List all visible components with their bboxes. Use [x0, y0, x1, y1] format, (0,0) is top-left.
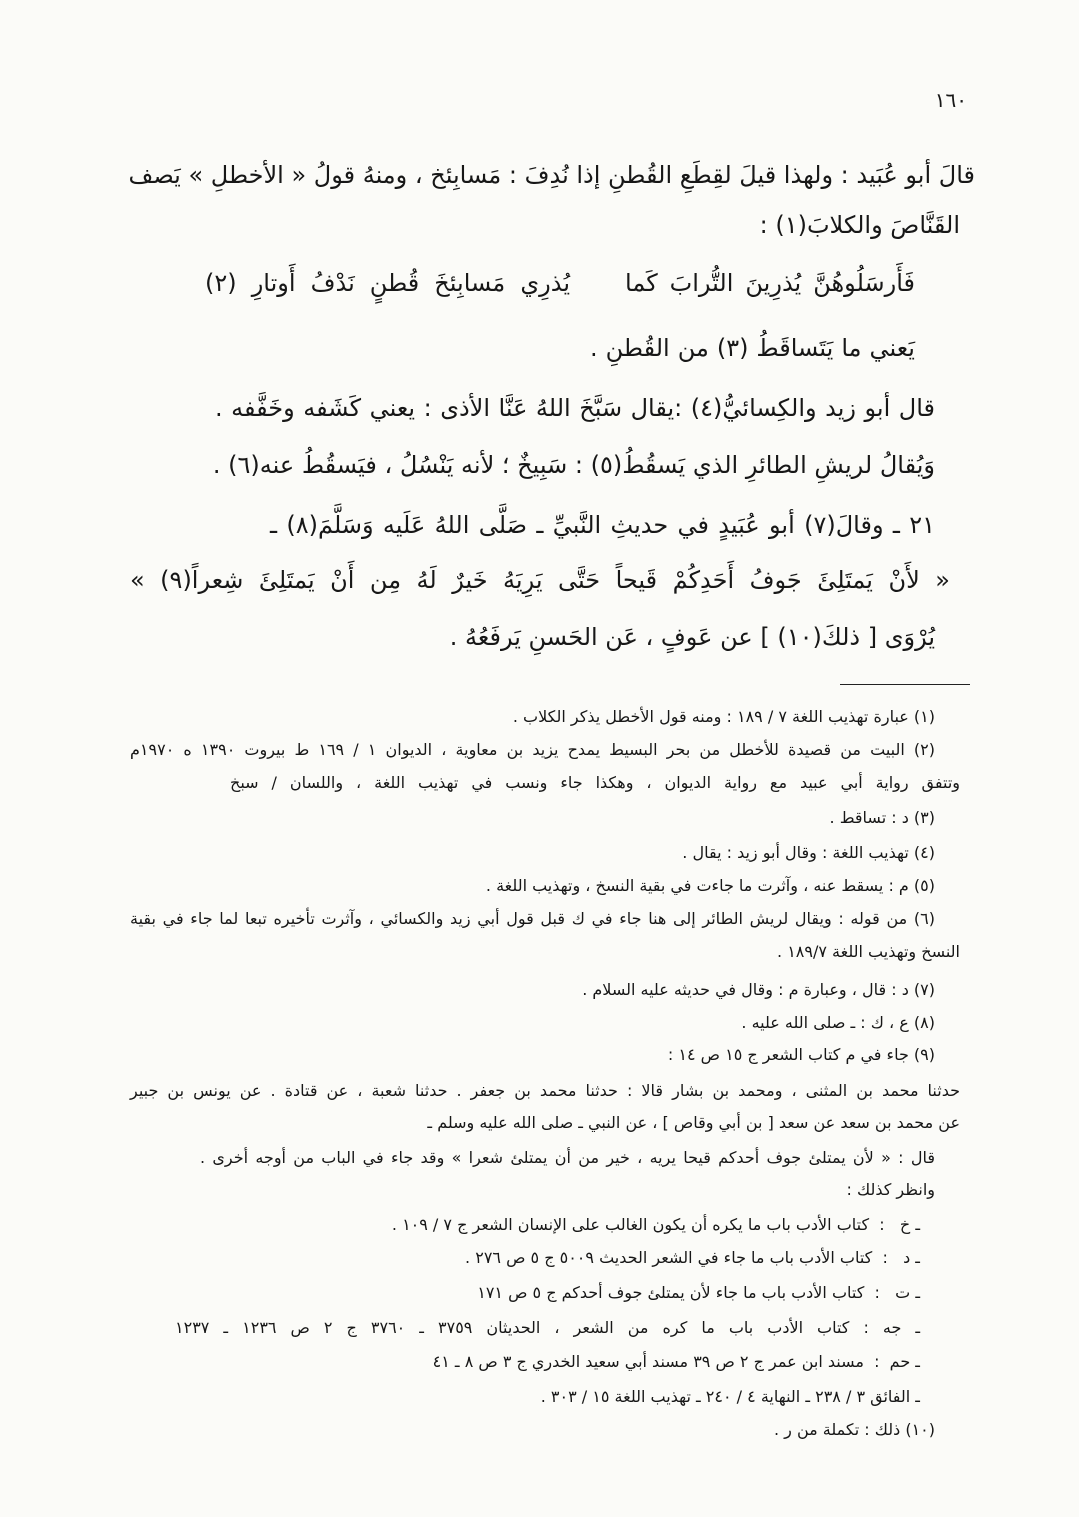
footnote-line: (٥) م : يسقط عنه ، وآثرت ما جاءت في بقية النسخ ، وتهذيب اللغة .: [485, 876, 935, 895]
footnote-line: حدثنا محمد بن المثنى ، ومحمد بن بشار قالا : حدثنا محمد بن جعفر . حدثنا شعبة ، عن قتادة . عن يونس بن جبير: [130, 1081, 960, 1100]
footnote-line: (١٠) ذلك : تكملة من ر .: [773, 1420, 935, 1439]
reference-line: ـ د : كتاب الأدب باب ما جاء في الشعر الحديث ٥٠٠٩ ج ٥ ص ٢٧٦ .: [465, 1248, 920, 1267]
main-text-line: يَعني ما يَتَساقَطُ (٣) من القُطنِ .: [590, 334, 915, 362]
reference-line: ـ الفائق ٣ / ٢٣٨ ـ النهاية ٤ / ٢٤٠ ـ تهذيب اللغة ١٥ / ٣٠٣ .: [540, 1387, 920, 1406]
footnote-separator: [840, 684, 970, 685]
page-number: ١٦٠: [934, 88, 967, 112]
verse-second-hemistich: يُذرِي مَسابِئخَ قُطنٍ نَدْفُ أَوتارِ (٢): [205, 269, 570, 297]
footnote-line: (٨) ع ، ك : ـ صلى الله عليه .: [741, 1013, 935, 1032]
reference-line: ـ خ : كتاب الأدب باب ما يكره أن يكون الغالب على الإنسان الشعر ج ٧ / ١٠٩ .: [391, 1215, 920, 1234]
reference-line: ـ حم : مسند ابن عمر ج ٢ ص ٣٩ مسند أبي سعيد الخدري ج ٣ ص ٨ ـ ٤١: [432, 1352, 920, 1371]
hadith-quote-line: « لأَنْ يَمتَلِئَ جَوفُ أَحَدِكُمْ قَيحاً حَتَّى يَرِيَهُ خَيرٌ لَهُ مِن أَنْ يَمتَلِئَ شِعراً(٩) »: [130, 566, 950, 594]
reference-line: ـ جه : كتاب الأدب باب ما كره من الشعر ، الحديثان ٣٧٥٩ ـ ٣٧٦٠ ج ٢ ص ١٢٣٦ ـ ١٢٣٧: [175, 1318, 921, 1337]
main-text-line: قالَ أبو عُبَيد : ولهذا قيلَ لقِطَعِ القُطنِ إذا نُدِفَ : مَسابِئخ ، ومنهُ قولُ « الأخطلِ » يَصف: [128, 161, 975, 189]
verse-first-hemistich: فَأَرسَلُوهُنَّ يُذرِينَ التُّرابَ كَما: [625, 269, 915, 297]
footnote-line: عن محمد بن سعد عن سعد [ بن أبي وقاص ] ، عن النبي ـ صلى الله عليه وسلم ـ: [427, 1113, 960, 1132]
footnote-line: وتتفق رواية أبي عبيد مع رواية الديوان ، وهكذا جاء ونسب في تهذيب اللغة ، واللسان / سبخ: [230, 773, 960, 792]
footnote-line: (١) عبارة تهذيب اللغة ٧ / ١٨٩ : ومنه قول الأخطل يذكر الكلاب .: [512, 707, 935, 726]
footnote-line: النسخ وتهذيب اللغة ١٨٩/٧ .: [777, 942, 960, 961]
section-heading-line: ٢١ ـ وقالَ(٧) أبو عُبَيدٍ في حديثِ النَّبيِّ ـ صَلَّى اللهُ عَلَيه وَسَلَّمَ(٨) ـ: [270, 511, 935, 539]
footnote-line: (٢) البيت من قصيدة للأخطل من بحر البسيط يمدح يزيد بن معاوية ، الديوان ١ / ١٦٩ ط بيروت ١٣٩٠ ه ١٩٧٠م: [130, 740, 936, 759]
main-text-line: قال أبو زيد والكِسائيُّ(٤) :يقال سَبَّخَ اللهُ عَنَّا الأذى : يعني كَشَفه وخَفَّفه .: [215, 394, 935, 422]
footnote-line: (٦) من قوله : ويقال لريش الطائر إلى هنا جاء في ك قبل قول أبي زيد والكسائي ، وآثرت تأخيره تبعا لما جاء في بقية: [130, 909, 935, 928]
footnote-line: (٣) د : تساقط .: [829, 808, 935, 827]
footnote-line: (٩) جاء في م كتاب الشعر ج ١٥ ص ١٤ :: [667, 1045, 935, 1064]
reference-line: ـ ت : كتاب الأدب باب ما جاء لأن يمتلئ جوف أحدكم ج ٥ ص ١٧١: [477, 1283, 920, 1302]
main-text-line: وَيُقالُ لريشِ الطائرِ الذي يَسقُطُ(٥) : سَبِيخٌ ؛ لأنه يَنْسُلُ ، فيَسقُطُ عنه(٦) .: [212, 451, 935, 479]
main-text-line: يُرْوَى [ ذلكَ(١٠) ] عن عَوفٍ ، عَن الحَسنِ يَرفَعُهُ .: [449, 623, 935, 651]
footnote-line: قال : « لأن يمتلئ جوف أحدكم قيحا يريه ، خير من أن يمتلئ شعرا » وقد جاء في الباب من أوجه أخرى .: [200, 1148, 935, 1167]
footnote-line: وانظر كذلك :: [846, 1180, 935, 1199]
footnote-line: (٤) تهذيب اللغة : وقال أبو زيد : يقال .: [682, 843, 935, 862]
footnote-line: (٧) د : قال ، وعبارة م : وقال في حديثه عليه السلام .: [582, 980, 935, 999]
main-text-line: القَنَّاصَ والكلابَ(١) :: [759, 211, 960, 239]
